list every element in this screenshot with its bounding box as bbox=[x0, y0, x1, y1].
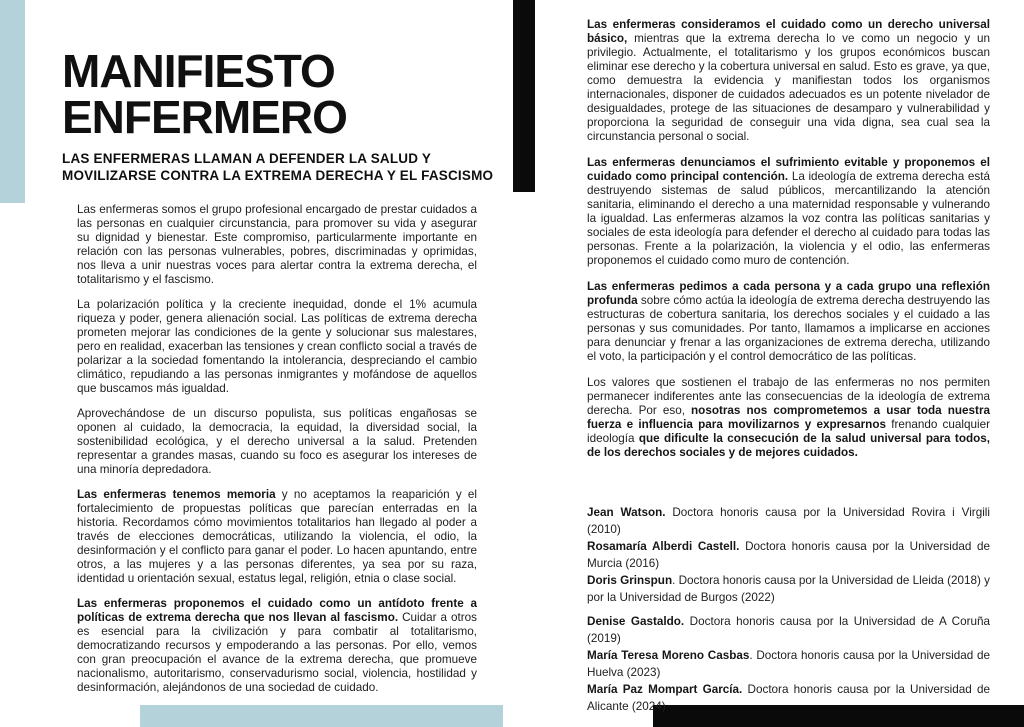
left-column bbox=[77, 203, 477, 706]
signatory-name: Jean Watson. bbox=[587, 506, 666, 519]
decor-black-bar-top-center bbox=[513, 0, 535, 192]
decor-blue-bar-top-left bbox=[0, 0, 25, 203]
paragraph-lead-bold: Las enfermeras pedimos a cada persona y a cada grupo una reflexión profunda bbox=[587, 280, 990, 307]
paragraph-emphasis-bold: que dificulte la consecución de la salud universal para todos, de los derechos sociales y de mejores cuidados. bbox=[587, 432, 990, 459]
signatory-name: María Teresa Moreno Casbas bbox=[587, 649, 750, 662]
paragraph-left-5 bbox=[77, 597, 477, 695]
paragraph-text: y no aceptamos la reaparición y el fortalecimiento de propuestas políticas que parecían enterradas en la historia. Recordamos cómo movimientos totalitarios han llegado al poder a través de elecciones democráticas, utilizando la violencia, el odio, la desinformación y el conflicto para ganar el poder. Lo hacen apuntando, entre otros, a las mujeres y a las personas diferentes, ya sea por su raza, identidad u orientación sexual, estatus legal, religión, etnia o clase social. bbox=[77, 488, 477, 585]
signatories-list bbox=[587, 505, 990, 715]
paragraph-lead-bold: Las enfermeras proponemos el cuidado como un antídoto frente a políticas de extrema derecha que nos llevan al fascismo. bbox=[77, 597, 477, 624]
paragraph-left-1 bbox=[77, 203, 477, 287]
paragraph-emphasis-bold: nosotras nos comprometemos a usar toda nuestra fuerza e influencia para movilizarnos y expresarnos bbox=[587, 404, 990, 431]
paragraph-text: La ideología de extrema derecha está destruyendo sistemas de salud públicos, mercantilizando la atención sanitaria, eliminando el derecho a una maternidad responsable y vulnerando la igualdad. Las enfermeras alzamos la voz contra las políticas sanitarias y sociales de esta ideología para defender el derecho al cuidado para todas las personas. Frente a la polarización, la violencia y el odio, las enfermeras proponemos el cuidado como muro de contención. bbox=[587, 170, 990, 267]
paragraph-text: Los valores que sostienen el trabajo de las enfermeras no nos permiten permanecer indiferentes ante las consecuencias de la ideología de extrema derecha. Por eso, bbox=[587, 376, 990, 417]
paragraph-text: Aprovechándose de un discurso populista, sus políticas engañosas se oponen al cuidado, la democracia, la equidad, la diversidad social, la sostenibilidad ecológica, y el derecho universal a la salud. Pretenden representar a grandes masas, cuando su foco es asegurar los intereses de una minoría depredadora. bbox=[77, 407, 477, 476]
paragraph-right-4 bbox=[587, 376, 990, 460]
paragraph-left-3 bbox=[77, 407, 477, 477]
signatory-credential: Doctora honoris causa por la Universidad Rovira i Virgili (2010) bbox=[587, 506, 990, 536]
paragraph-left-2 bbox=[77, 298, 477, 396]
signatory-credential: . Doctora honoris causa por la Universidad de Huelva (2023) bbox=[587, 649, 990, 679]
subtitle-line-1: LAS ENFERMERAS LLAMAN A DEFENDER LA SALUD Y bbox=[62, 151, 432, 166]
paragraph-text: La polarización política y la creciente inequidad, donde el 1% acumula riqueza y poder, genera alienación social. Las políticas de extrema derecha prometen mejorar las condiciones de la gente y solucionar sus malestares, pero en realidad, exacerban las tensiones y crean conflicto social a través de polarizar a la sociedad fomentando la intolerancia, despreciando el cambio climático, repudiando a las personas inmigrantes y mofándose de aquellos que buscamos más igualdad. bbox=[77, 298, 477, 395]
title-line-1: MANIFIESTO bbox=[62, 45, 335, 97]
paragraph-lead-bold: Las enfermeras tenemos memoria bbox=[77, 488, 276, 501]
paragraph-left-4 bbox=[77, 488, 477, 586]
signatory-name: Denise Gastaldo. bbox=[587, 615, 685, 628]
paragraph-right-2 bbox=[587, 156, 990, 268]
signatory-entry bbox=[587, 648, 990, 681]
signatory-entry bbox=[587, 573, 990, 606]
paragraph-text: sobre cómo actúa la ideología de extrema derecha destruyendo las estructuras de cobertura sanitaria, los derechos sociales y el cuidado a las personas y sus comunidades. Por tanto, llamamos a implicarse en acciones para denunciar y frenar a las organizaciones de extrema derecha, utilizando el voto, la participación y el control democrático de las políticas. bbox=[587, 294, 990, 363]
signatory-name: María Paz Mompart García. bbox=[587, 683, 743, 696]
signatory-entry bbox=[587, 505, 990, 538]
signatory-name: Rosamaría Alberdi Castell. bbox=[587, 540, 740, 553]
signatory-credential: Doctora honoris causa por la Universidad de Alicante (2024) bbox=[587, 683, 990, 713]
paragraph-lead-bold: Las enfermeras consideramos el cuidado como un derecho universal básico, bbox=[587, 18, 990, 45]
paragraph-text: frenando cualquier ideología bbox=[587, 418, 990, 445]
signatory-credential: . Doctora honoris causa por la Universidad de Lleida (2018) y por la Universidad de Burgos (2022) bbox=[587, 574, 990, 604]
signatory-entry bbox=[587, 539, 990, 572]
paragraph-text: Cuidar a otros es esencial para la civilización y para combatir al totalitarismo, democratizando recursos y empoderando a las personas. Por ello, vemos con gran preocupación el avance de la extrema derecha, que promueve nacionalismo, autoritarismo, conservadurismo social, violencia, hostilidad y desinformación, alejándonos de una sociedad de cuidado. bbox=[77, 611, 477, 694]
right-column bbox=[587, 18, 990, 716]
paragraph-right-3 bbox=[587, 280, 990, 364]
signatory-entry bbox=[587, 682, 990, 715]
signatory-credential: Doctora honoris causa por la Universidad de Murcia (2016) bbox=[587, 540, 990, 570]
signatory-entry bbox=[587, 614, 990, 647]
signatory-name: Doris Grinspun bbox=[587, 574, 673, 587]
page-title bbox=[62, 45, 512, 143]
document-header bbox=[62, 45, 512, 184]
paragraph-text: Las enfermeras somos el grupo profesional encargado de prestar cuidados a las personas en cualquier circunstancia, para promover su vida y asegurar su dignidad y bienestar. Este compromiso, particularmente importante en relación con las personas vulnerables, pobres, discriminadas y oprimidas, nos lleva a unir nuestras voces para alertar contra la extrema derecha, el totalitarismo y el fascismo. bbox=[77, 203, 477, 286]
paragraph-right-1 bbox=[587, 18, 990, 144]
decor-blue-bar-bottom bbox=[140, 705, 503, 727]
signatory-credential: Doctora honoris causa por la Universidad de A Coruña (2019) bbox=[587, 615, 990, 645]
page-subtitle bbox=[62, 151, 512, 184]
subtitle-line-2: MOVILIZARSE CONTRA LA EXTREMA DERECHA Y EL FASCISMO bbox=[62, 167, 494, 183]
paragraph-lead-bold: Las enfermeras denunciamos el sufrimiento evitable y proponemos el cuidado como principal contención. bbox=[587, 156, 990, 183]
paragraph-text: mientras que la extrema derecha lo ve como un negocio y un privilegio. Actualmente, el totalitarismo y los grupos económicos buscan eliminar ese derecho y la cobertura universal en salud. Esto es grave, ya que, como demuestra la evidencia y manifiestan todos los organismos internacionales, disponer de cuidados adecuados es un potente nivelador de desigualdades, protege de las situaciones de desamparo y vulnerabilidad y proporciona la seguridad de conseguir una vida digna, sea cual sea la circunstancia personal o social. bbox=[587, 32, 990, 143]
title-line-2: ENFERMERO bbox=[62, 91, 347, 143]
